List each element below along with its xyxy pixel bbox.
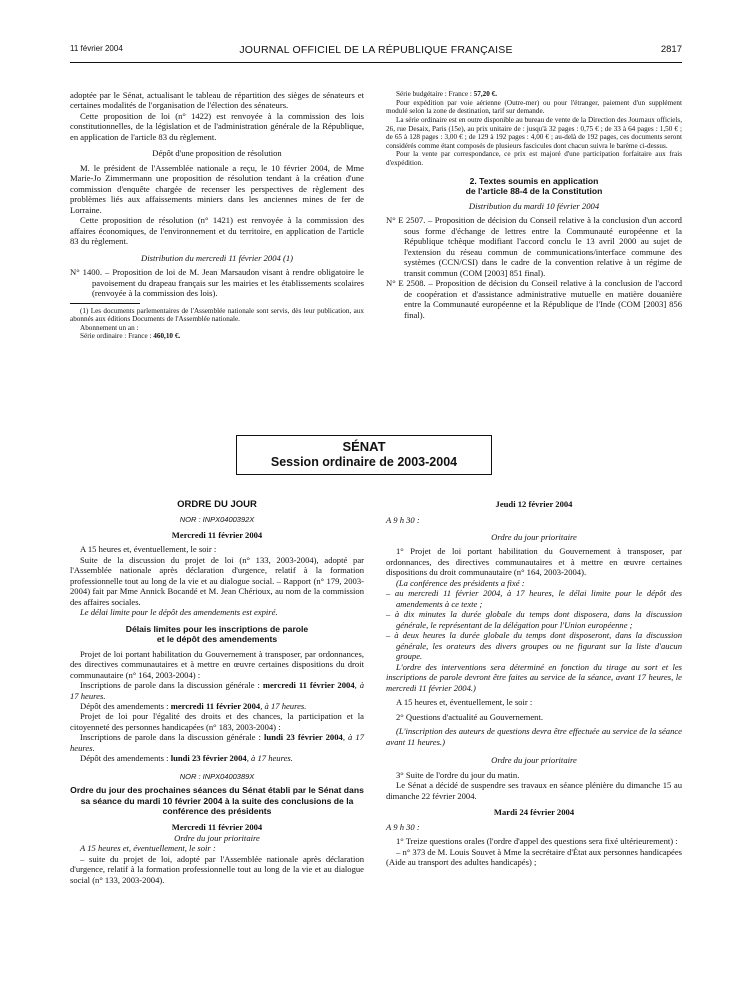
day-heading: Mercredi 11 février 2004: [171, 822, 263, 833]
day-heading: Mercredi 11 février 2004: [171, 529, 263, 540]
paragraph: Dépôt des amendements : mercredi 11 février 2004, à 17 heures.: [80, 700, 307, 711]
priority-heading: Ordre du jour prioritaire: [491, 531, 577, 542]
bullet-item: – au mercredi 11 février 2004, à 17 heures, le délai limite pour le dépôt des amendements à ce texte ;: [386, 588, 682, 609]
priority-heading: Ordre du jour prioritaire: [491, 755, 577, 766]
nor-reference: NOR : INPX0400392X: [179, 514, 255, 524]
priority-heading: Ordre du jour prioritaire: [174, 832, 260, 843]
subscription-label: Abonnement un an :: [80, 323, 139, 332]
senat-title-box: [236, 435, 492, 475]
paragraph: Dépôt des amendements : lundi 23 février 2004, à 17 heures.: [80, 753, 293, 764]
section-title: 2. Textes soumis en application de l'article 88-4 de la Constitution: [465, 175, 603, 197]
paragraph: (L'inscription des auteurs de questions devra être effectuée au service de la séance avant 11 heures.): [386, 726, 682, 747]
subscription-price: Série ordinaire : France : 460,10 €.: [80, 332, 181, 341]
paragraph: Cette proposition de résolution (n° 1421) est renvoyée à la commission des affaires économiques, de l'environnement et du territoire, en application de l'article 83 du règlement.: [70, 215, 364, 247]
budget-price: Série budgétaire : France : 57,20 €.: [396, 90, 497, 98]
paragraph: L'ordre des interventions sera déterminé en fonction du tirage au sort et les inscriptions de parole devront être faites au service de la séance, avant 17 heures, le mercredi 11 février 2004.): [386, 661, 682, 693]
left-bottom-column: [70, 499, 364, 885]
session-subtitle: Session ordinaire de 2003-2004: [270, 454, 458, 469]
right-top-column: [386, 90, 682, 320]
paragraph: Le Sénat a décidé de suspendre ses travaux en séance plénière du dimanche 15 au dimanche 22 février 2004.: [386, 780, 682, 801]
paragraph: Pour expédition par voie aérienne (Outre-mer) ou pour l'étranger, paiement d'un supplément modulé selon la zone de destination, tarif sur demande.: [386, 98, 682, 116]
time-line: A 15 heures et, éventuellement, le soir :: [80, 544, 217, 555]
header-journal-title: JOURNAL OFFICIEL DE LA RÉPUBLIQUE FRANÇAISE: [239, 44, 513, 56]
nor-reference: NOR : INPX0400389X: [179, 771, 255, 781]
section-title: Délais limites pour les inscriptions de parole et le dépôt des amendements: [125, 623, 309, 645]
footnote-rule: [70, 303, 140, 304]
agenda-item: 2° Questions d'actualité au Gouvernement.: [396, 711, 543, 722]
paragraph: Cette proposition de loi (n° 1422) est renvoyée à la commission des lois constitutionnelles, de la législation et de l'administration générale de la République, en application de l'article 83 du règlement.: [70, 110, 364, 142]
pricing-block: [386, 90, 682, 168]
entry-text: – Proposition de loi de M. Jean Marsaudon visant à rendre obligatoire le pavoisement du drapeau français sur les mairies et les établissements scolaires (renvoyée à la commission des lois).: [92, 267, 364, 299]
section-title: Ordre du jour des prochaines séances du Sénat établi par le Sénat dans sa séance du mardi 10 février 2004 à la suite des conclusions de la conférence des présidents: [70, 785, 364, 816]
agenda-item: 1° Projet de loi portant habilitation du Gouvernement à transposer, par ordonnances, des directives communautaires et à mettre en œuvre certaines dispositions du droit communautaire (n° 164, 2003-2004).: [386, 546, 682, 578]
footnote: [70, 307, 364, 342]
time-line: A 15 heures et, éventuellement, le soir :: [396, 697, 533, 708]
time-line: A 9 h 30 :: [386, 821, 420, 832]
distribution-heading: Distribution du mercredi 11 février 2004 (1): [141, 252, 293, 263]
agenda-item: 1° Treize questions orales (l'ordre d'appel des questions sera fixé ultérieurement) :: [396, 836, 678, 847]
section-heading: Dépôt d'une proposition de résolution: [152, 148, 282, 159]
paragraph: – suite du projet de loi, adopté par l'Assemblée nationale après déclaration d'urgence, relatif à la formation professionnelle tout au long de la vie et au dialogue social (n° 133, 2003-2004).: [70, 853, 364, 885]
paragraph: M. le président de l'Assemblée nationale a reçu, le 10 février 2004, de Mme Marie-Jo Zimmermann une proposition de résolution tendant à la création d'une commission d'enquête chargée de recenser les perspectives de règlement des problèmes liés aux affaissements miniers dans les anciennes mines de fer de Lorraine.: [70, 162, 364, 215]
entry-number: N° 1400.: [70, 267, 103, 278]
page-header: [70, 44, 682, 58]
bullet-item: – à deux heures la durée globale du temps dont disposeront, dans la discussion générale, les orateurs des divers groupes ou ne figurant sur la liste d'aucun groupe.: [386, 630, 682, 662]
header-date: 11 février 2004: [70, 44, 123, 53]
time-line: A 15 heures et, éventuellement, le soir :: [80, 843, 216, 854]
day-heading: Jeudi 12 février 2004: [495, 499, 573, 509]
paragraph: Inscriptions de parole dans la discussion générale : mercredi 11 février 2004, à 17 heures.: [70, 680, 364, 701]
document-entry: [70, 267, 364, 298]
bullet-item: – à dix minutes la durée globale du temps dont disposera, dans la discussion générale, le représentant de la délégation pour l'Union européenne ;: [386, 609, 682, 630]
paragraph: La série ordinaire est en outre disponible au bureau de vente de la Direction des Journaux officiels, 26, rue Desaix, Paris (15e), au prix unitaire de : jusqu'à 32 pages : 0,75 € ; de 33 à 64 pages : 1,50 € ; de 65 à 128 pages : 3,00 € ; de 129 à 192 pages : 4,00 € ; au-delà de 192 pages, ces documents seront considérés comme étant composés de plusieurs fascicules dont chacun suivra le barème ci-dessus.: [386, 115, 682, 150]
left-top-column: [70, 90, 364, 341]
right-bottom-column: [386, 499, 682, 868]
paragraph: Suite de la discussion du projet de loi (n° 133, 2003-2004), adopté par l'Assemblée nationale après déclaration d'urgence, relatif à la formation professionnelle tout au long de la vie et au dialogue social. – Rapport (n° 179, 2003-2004) fait par Mme Annick Bocandé et M. Jean Chérioux, au nom de la commission des affaires sociales.: [70, 554, 364, 607]
distribution-heading: Distribution du mardi 10 février 2004: [468, 200, 600, 211]
ordre-du-jour-title: ORDRE DU JOUR: [177, 499, 257, 510]
paragraph: adoptée par le Sénat, actualisant le tableau de répartition des sièges de sénateurs et certaines modalités de l'organisation de l'élection des sénateurs.: [70, 90, 364, 111]
senat-title: SÉNAT: [342, 439, 386, 454]
paragraph: Pour la vente par correspondance, ce prix est majoré d'une participation forfaitaire aux frais d'expédition.: [386, 150, 682, 168]
day-heading: Mardi 24 février 2004: [493, 807, 575, 818]
question-item: – n° 373 de M. Louis Souvet à Mme la secrétaire d'État aux personnes handicapées (Aide au transport des adultes handicapés) ;: [386, 846, 682, 868]
header-rule: [70, 62, 682, 63]
header-page-number: 2817: [660, 44, 682, 55]
time-line: A 9 h 30 :: [386, 515, 420, 526]
document-entry: N° E 2508. – Proposition de décision du Conseil relative à la conclusion de l'accord de coopération et d'assistance administrative mutuelle en matière douanière entre la Communauté européenne et la République de l'Inde (COM [2003] 856 final).: [386, 278, 682, 320]
agenda-item: 3° Suite de l'ordre du jour du matin.: [396, 769, 520, 780]
paragraph: Inscriptions de parole dans la discussion générale : lundi 23 février 2004, à 17 heures.: [70, 732, 365, 753]
paragraph: Le délai limite pour le dépôt des amendements est expiré.: [80, 607, 278, 618]
paragraph: (La conférence des présidents a fixé :: [396, 577, 525, 588]
paragraph: Projet de loi portant habilitation du Gouvernement à transposer, par ordonnances, des directives communautaires et à mettre en œuvre certaines dispositions du droit communautaire (n° 164, 2003-2004) :: [70, 648, 364, 680]
document-entry: N° E 2507. – Proposition de décision du Conseil relative à la conclusion d'un accord sous forme d'échange de lettres entre la Communauté européenne et la République tchèque modifiant l'accord conclu le 13 avril 2000 au sujet de l'extension du réseau commun de communications/interface commune des systèmes (CCN/CSI) dans le cadre de la convention relative à un régime de transit commun (COM [2003] 851 final).: [386, 215, 682, 278]
paragraph: Projet de loi pour l'égalité des droits et des chances, la participation et la citoyenneté des personnes handicapées (n° 183, 2003-2004) :: [70, 711, 364, 732]
footnote-text: (1) Les documents parlementaires de l'Assemblée nationale sont servis, dès leur publication, aux abonnés aux éditions Documents de l'Assemblée nationale.: [70, 306, 364, 324]
